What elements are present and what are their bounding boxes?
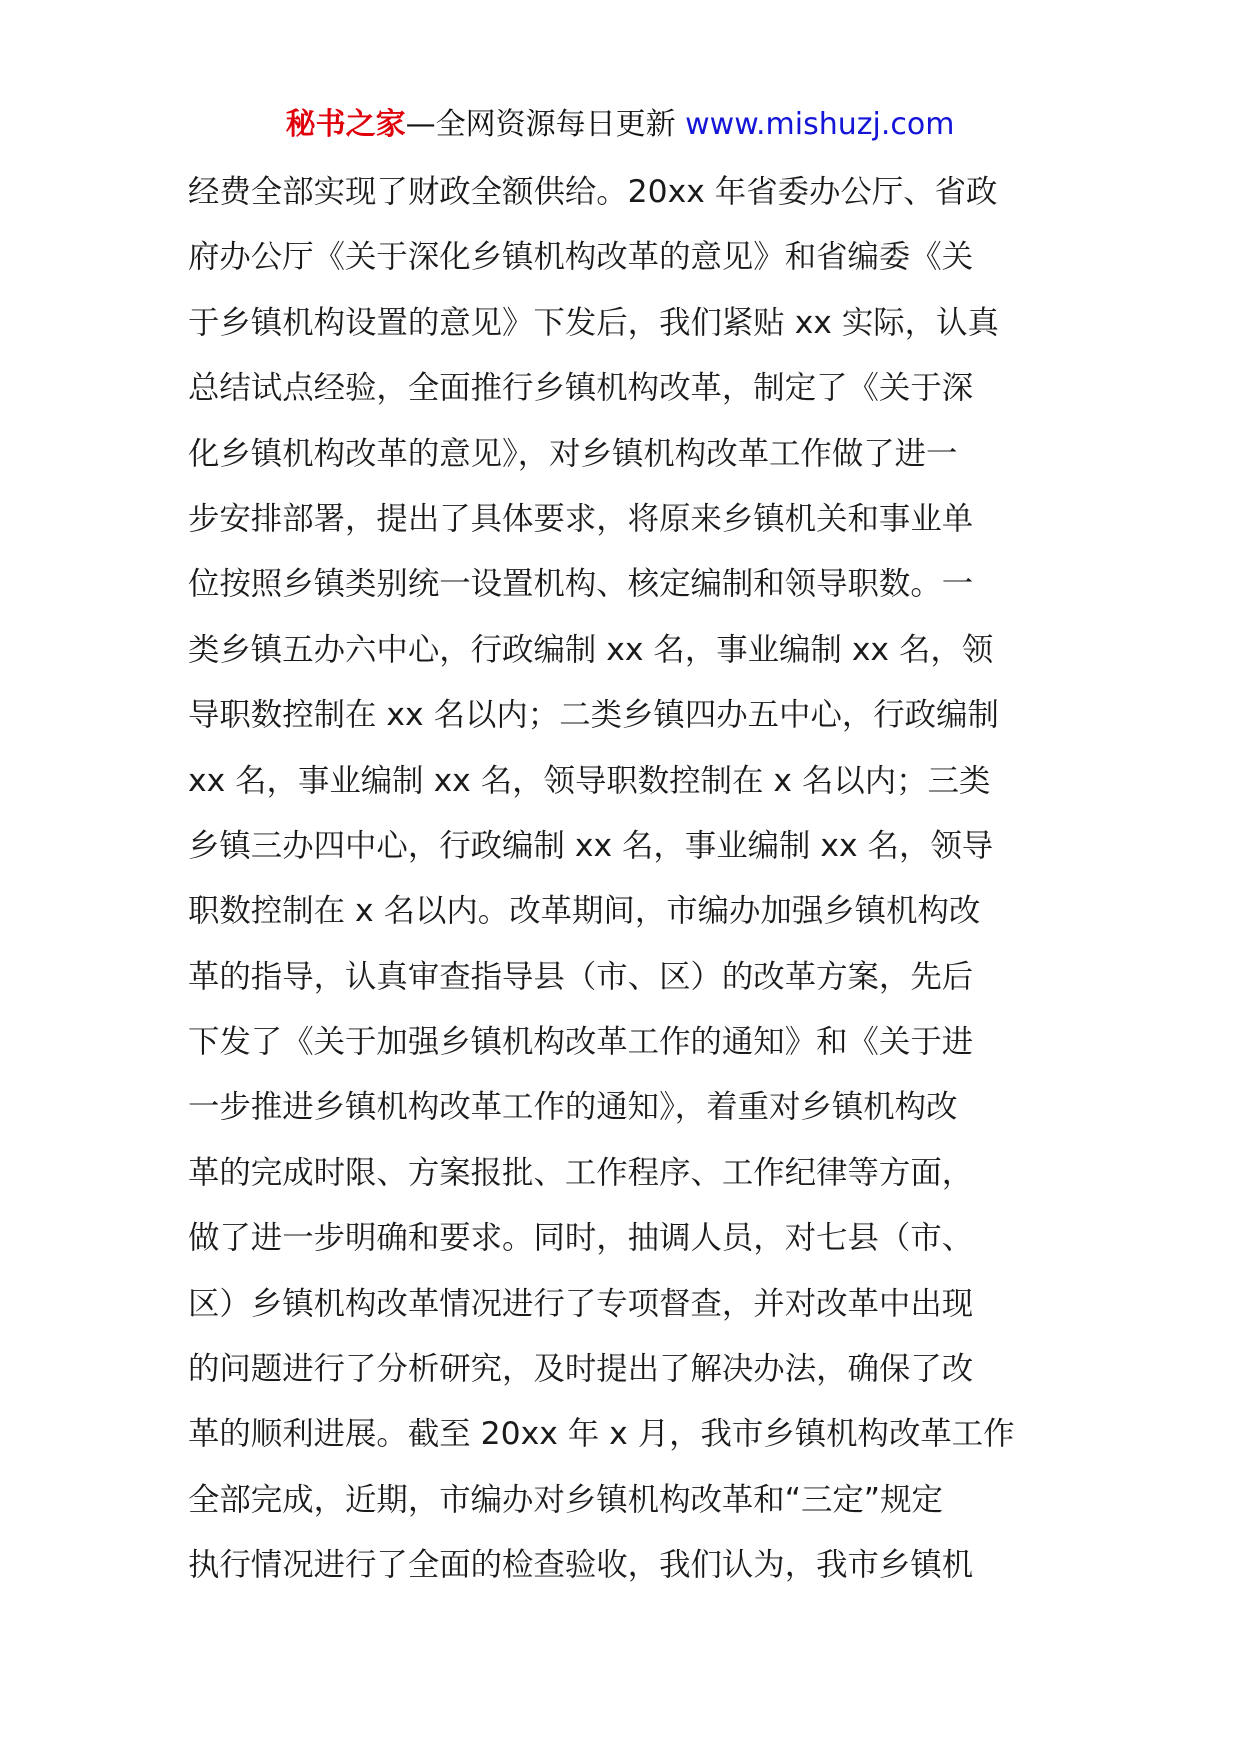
text-line: 府办公厅《关于深化乡镇机构改革的意见》和省编委《关: [188, 239, 974, 276]
text-line: 乡镇三办四中心，行政编制 xx 名，事业编制 xx 名，领导: [188, 827, 994, 864]
text-line: 革的指导，认真审查指导县（市、区）的改革方案，先后: [188, 958, 974, 995]
text-line: 于乡镇机构设置的意见》下发后，我们紧贴 xx 实际，认真: [188, 304, 999, 341]
text-line: 的问题进行了分析研究，及时提出了解决办法，确保了改: [188, 1351, 974, 1388]
text-line: 导职数控制在 xx 名以内；二类乡镇四办五中心，行政编制: [188, 697, 999, 734]
document-body: [188, 160, 1068, 1599]
text-line: 革的完成时限、方案报批、工作程序、工作纪律等方面，: [188, 1154, 974, 1191]
text-line: 区）乡镇机构改革情况进行了专项督查，并对改革中出现: [188, 1285, 974, 1322]
text-line: 一步推进乡镇机构改革工作的通知》，着重对乡镇机构改: [188, 1089, 958, 1126]
text-line: 做了进一步明确和要求。同时，抽调人员，对七县（市、: [188, 1220, 974, 1257]
header-tagline: —全网资源每日更新: [405, 107, 686, 142]
text-line: 总结试点经验，全面推行乡镇机构改革，制定了《关于深: [188, 370, 974, 407]
site-url-link[interactable]: www.mishuzj.com: [685, 107, 955, 142]
text-line: 全部完成，近期，市编办对乡镇机构改革和“三定”规定: [188, 1481, 943, 1518]
brand-name: 秘书之家: [285, 107, 406, 142]
text-line: 位按照乡镇类别统一设置机构、核定编制和领导职数。一: [188, 566, 974, 603]
text-line: xx 名，事业编制 xx 名，领导职数控制在 x 名以内；三类: [188, 762, 991, 799]
text-line: 执行情况进行了全面的检查验收，我们认为，我市乡镇机: [188, 1547, 974, 1584]
text-line: 步安排部署，提出了具体要求，将原来乡镇机关和事业单: [188, 500, 974, 537]
page-header: [0, 103, 1240, 147]
text-line: 类乡镇五办六中心，行政编制 xx 名，事业编制 xx 名，领: [188, 631, 994, 668]
text-line: 化乡镇机构改革的意见》，对乡镇机构改革工作做了进一: [188, 435, 958, 472]
text-line: 经费全部实现了财政全额供给。20xx 年省委办公厅、省政: [188, 174, 998, 210]
text-line: 革的顺利进展。截至 20xx 年 x 月，我市乡镇机构改革工作: [188, 1416, 1015, 1453]
text-line: 下发了《关于加强乡镇机构改革工作的通知》和《关于进: [188, 1024, 974, 1061]
text-line: 职数控制在 x 名以内。改革期间，市编办加强乡镇机构改: [188, 893, 981, 930]
